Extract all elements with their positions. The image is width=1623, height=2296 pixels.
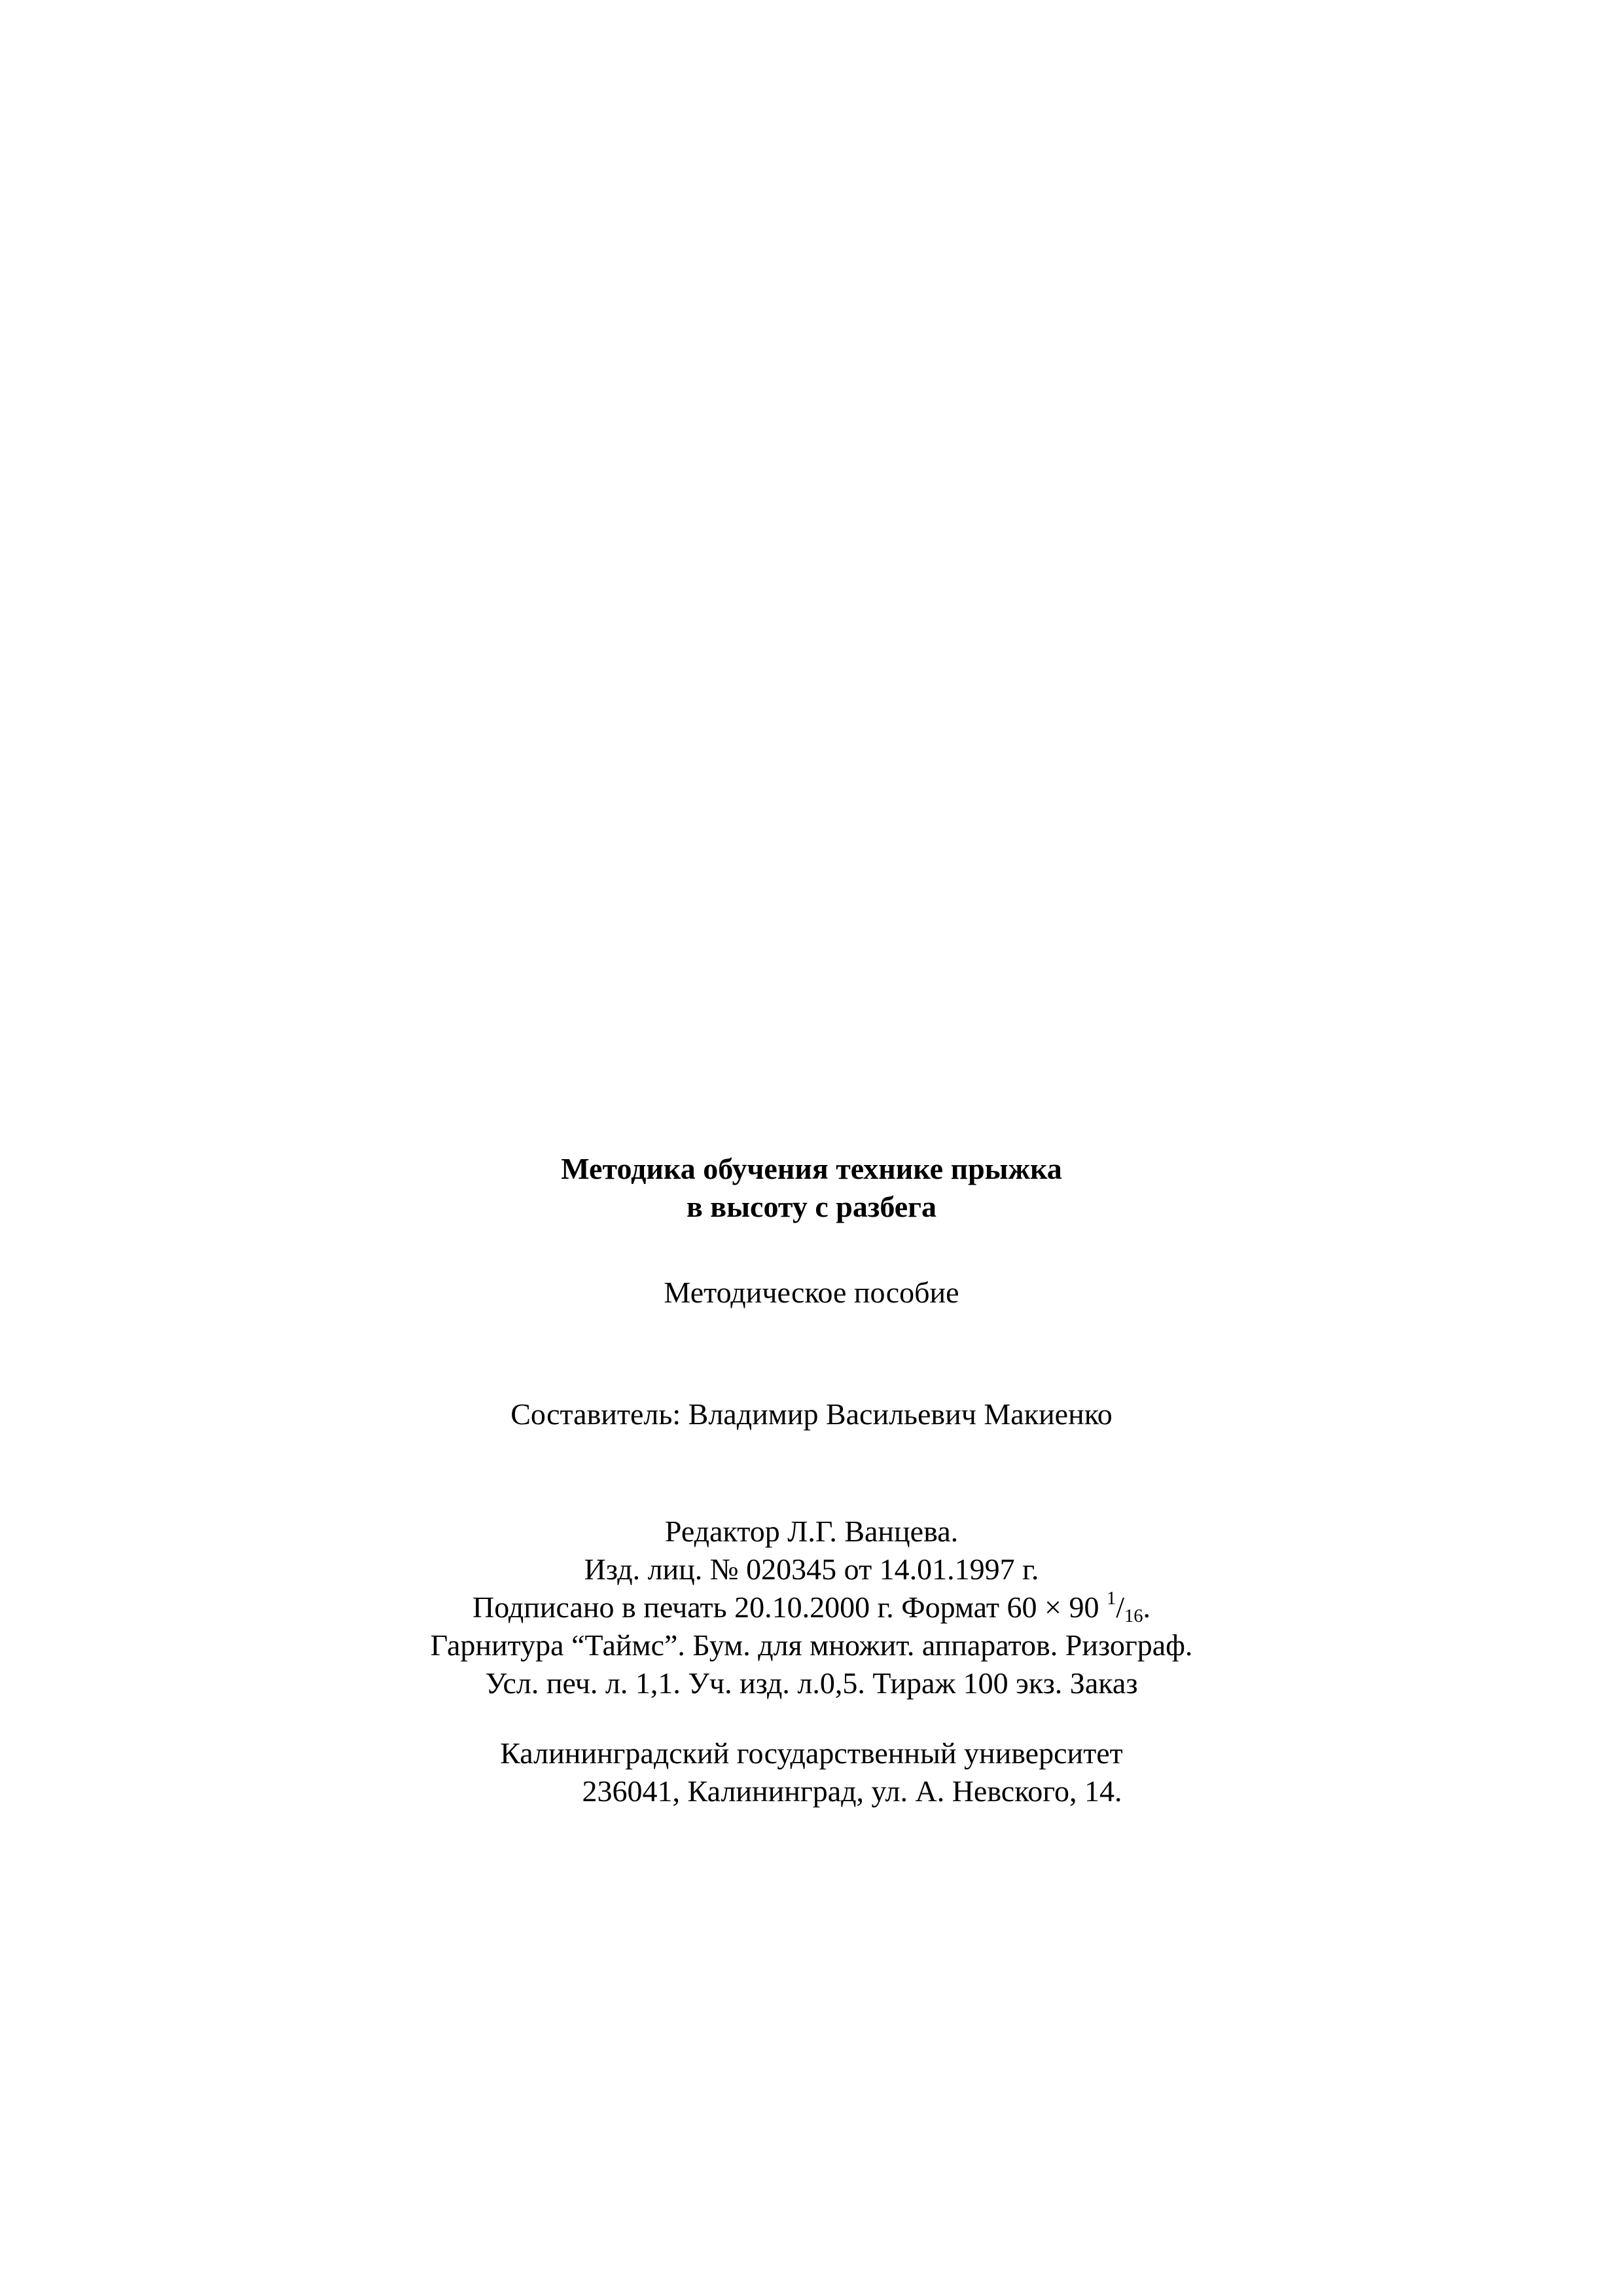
format-numerator: 1 xyxy=(1106,1588,1116,1609)
title-block xyxy=(0,1150,1623,1226)
imprint-block xyxy=(0,1513,1623,1702)
subtitle-block xyxy=(0,1274,1623,1312)
sheets-line: Усл. печ. л. 1,1. Уч. изд. л.0,5. Тираж 100 экз. Заказ xyxy=(485,1666,1138,1700)
editor-line: Редактор Л.Г. Ванцева. xyxy=(664,1515,959,1548)
signed-format-line xyxy=(0,1588,1623,1626)
author-line: Составитель: Владимир Васильевич Макиенко xyxy=(510,1397,1113,1431)
typeface-line: Гарнитура “Таймс”. Бум. для множит. аппаратов. Ризограф. xyxy=(430,1628,1193,1662)
document-subtitle: Методическое пособие xyxy=(664,1276,959,1309)
signed-suffix: . xyxy=(1143,1590,1151,1624)
title-line-1: Методика обучения технике прыжка xyxy=(561,1152,1062,1185)
format-separator: / xyxy=(1116,1590,1125,1624)
publisher-name: Калининградский государственный университет xyxy=(500,1736,1123,1770)
publisher-block xyxy=(0,1734,1623,1810)
format-denominator: 16 xyxy=(1124,1606,1143,1627)
title-line-2: в высоту с разбега xyxy=(686,1190,937,1223)
author-block xyxy=(0,1395,1623,1433)
license-line: Изд. лиц. № 020345 от 14.01.1997 г. xyxy=(584,1552,1039,1586)
signed-prefix: Подписано в печать 20.10.2000 г. Формат 60 × 90 xyxy=(472,1590,1107,1624)
publisher-address: 236041, Калининград, ул. А. Невского, 14. xyxy=(582,1774,1122,1808)
